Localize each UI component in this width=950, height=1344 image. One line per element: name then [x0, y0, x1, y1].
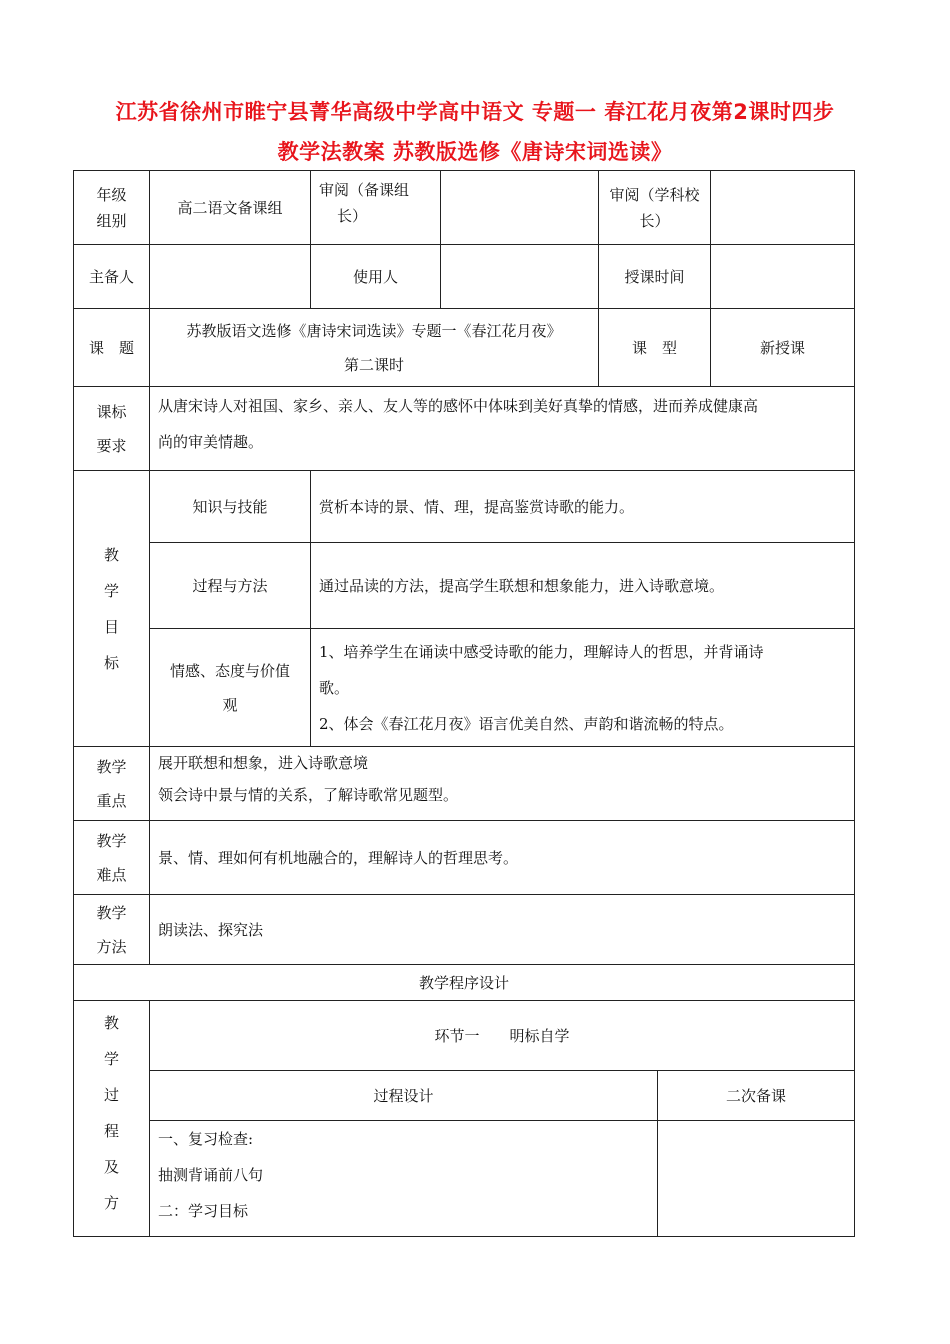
type-label: 课 型: [599, 309, 711, 387]
topic-value: 苏教版语文选修《唐诗宋词选读》专题一《春江花月夜》 第二课时: [150, 309, 599, 387]
teach-time-value: [711, 245, 855, 309]
objective-process-row: [74, 543, 855, 629]
preparer-label: 主备人: [74, 245, 150, 309]
stage-title: 环节一 明标自学: [150, 1001, 855, 1071]
knowledge-label: 知识与技能: [150, 471, 311, 543]
user-label: 使用人: [311, 245, 441, 309]
step-review: 一、复习检查:: [158, 1130, 254, 1148]
step-review-detail: 抽测背诵前八句: [158, 1166, 264, 1184]
emotion-text: 1、培养学生在诵读中感受诗歌的能力，理解诗人的哲思，并背诵诗 歌。 2、体会《春江花月夜》语言优美自然、声韵和谐流畅的特点。: [311, 629, 855, 747]
objectives-label: 教 学 目 标: [74, 471, 150, 747]
topic-row: [74, 309, 855, 387]
key-points-row: [74, 747, 855, 821]
title-line-2: 教学法教案 苏教版选修《唐诗宋词选读》: [277, 140, 673, 164]
stage-row: [74, 1001, 855, 1071]
key-points-label: 教学 重点: [74, 747, 150, 821]
methods-row: [74, 895, 855, 965]
methods-label: 教学 方法: [74, 895, 150, 965]
review-principal-label: 审阅（学科校长）: [599, 171, 711, 245]
process-label: 过程与方法: [150, 543, 311, 629]
document-title: [60, 92, 890, 172]
design-content-row: [74, 1121, 855, 1237]
standards-label: 课标 要求: [74, 387, 150, 471]
emotion-label: 情感、态度与价值 观: [150, 629, 311, 747]
difficulties-row: [74, 821, 855, 895]
info-row-1: [74, 171, 855, 245]
objective-emotion-row: [74, 629, 855, 747]
user-value: [441, 245, 599, 309]
review-leader-value: [441, 171, 599, 245]
standards-text: 从唐宋诗人对祖国、家乡、亲人、友人等的感怀中体味到美好真挚的情感，进而养成健康高 尚的审美情趣。: [150, 387, 855, 471]
info-row-2: [74, 245, 855, 309]
grade-label: 年级 组别: [74, 171, 150, 245]
lesson-plan-table: [73, 170, 855, 1237]
topic-label: 课 题: [74, 309, 150, 387]
grade-value: 高二语文备课组: [150, 171, 311, 245]
key-points-text: 展开联想和想象，进入诗歌意境 领会诗中景与情的关系，了解诗歌常见题型。: [150, 747, 855, 821]
review-leader-label: 审阅（备课组 长）: [311, 171, 441, 245]
type-value: 新授课: [711, 309, 855, 387]
program-header: 教学程序设计: [74, 965, 855, 1001]
design-header-row: [74, 1071, 855, 1121]
standards-row: [74, 387, 855, 471]
process-design-label: 过程设计: [150, 1071, 658, 1121]
secondary-prep-content: [658, 1121, 855, 1237]
preparer-value: [150, 245, 311, 309]
process-text: 通过品读的方法，提高学生联想和想象能力，进入诗歌意境。: [311, 543, 855, 629]
difficulties-label: 教学 难点: [74, 821, 150, 895]
difficulties-text: 景、情、理如何有机地融合的，理解诗人的哲理思考。: [150, 821, 855, 895]
knowledge-text: 赏析本诗的景、情、理，提高鉴赏诗歌的能力。: [311, 471, 855, 543]
objective-knowledge-row: [74, 471, 855, 543]
teach-time-label: 授课时间: [599, 245, 711, 309]
review-principal-value: [711, 171, 855, 245]
program-side-label: 教 学 过 程 及 方: [74, 1001, 150, 1237]
title-line-1: 江苏省徐州市睢宁县菁华高级中学高中语文 专题一 春江花月夜第2课时四步: [115, 100, 835, 124]
program-header-row: [74, 965, 855, 1001]
step-objectives: 二：学习目标: [158, 1202, 249, 1220]
process-design-content: [150, 1121, 658, 1237]
methods-text: 朗读法、探究法: [150, 895, 855, 965]
secondary-prep-label: 二次备课: [658, 1071, 855, 1121]
